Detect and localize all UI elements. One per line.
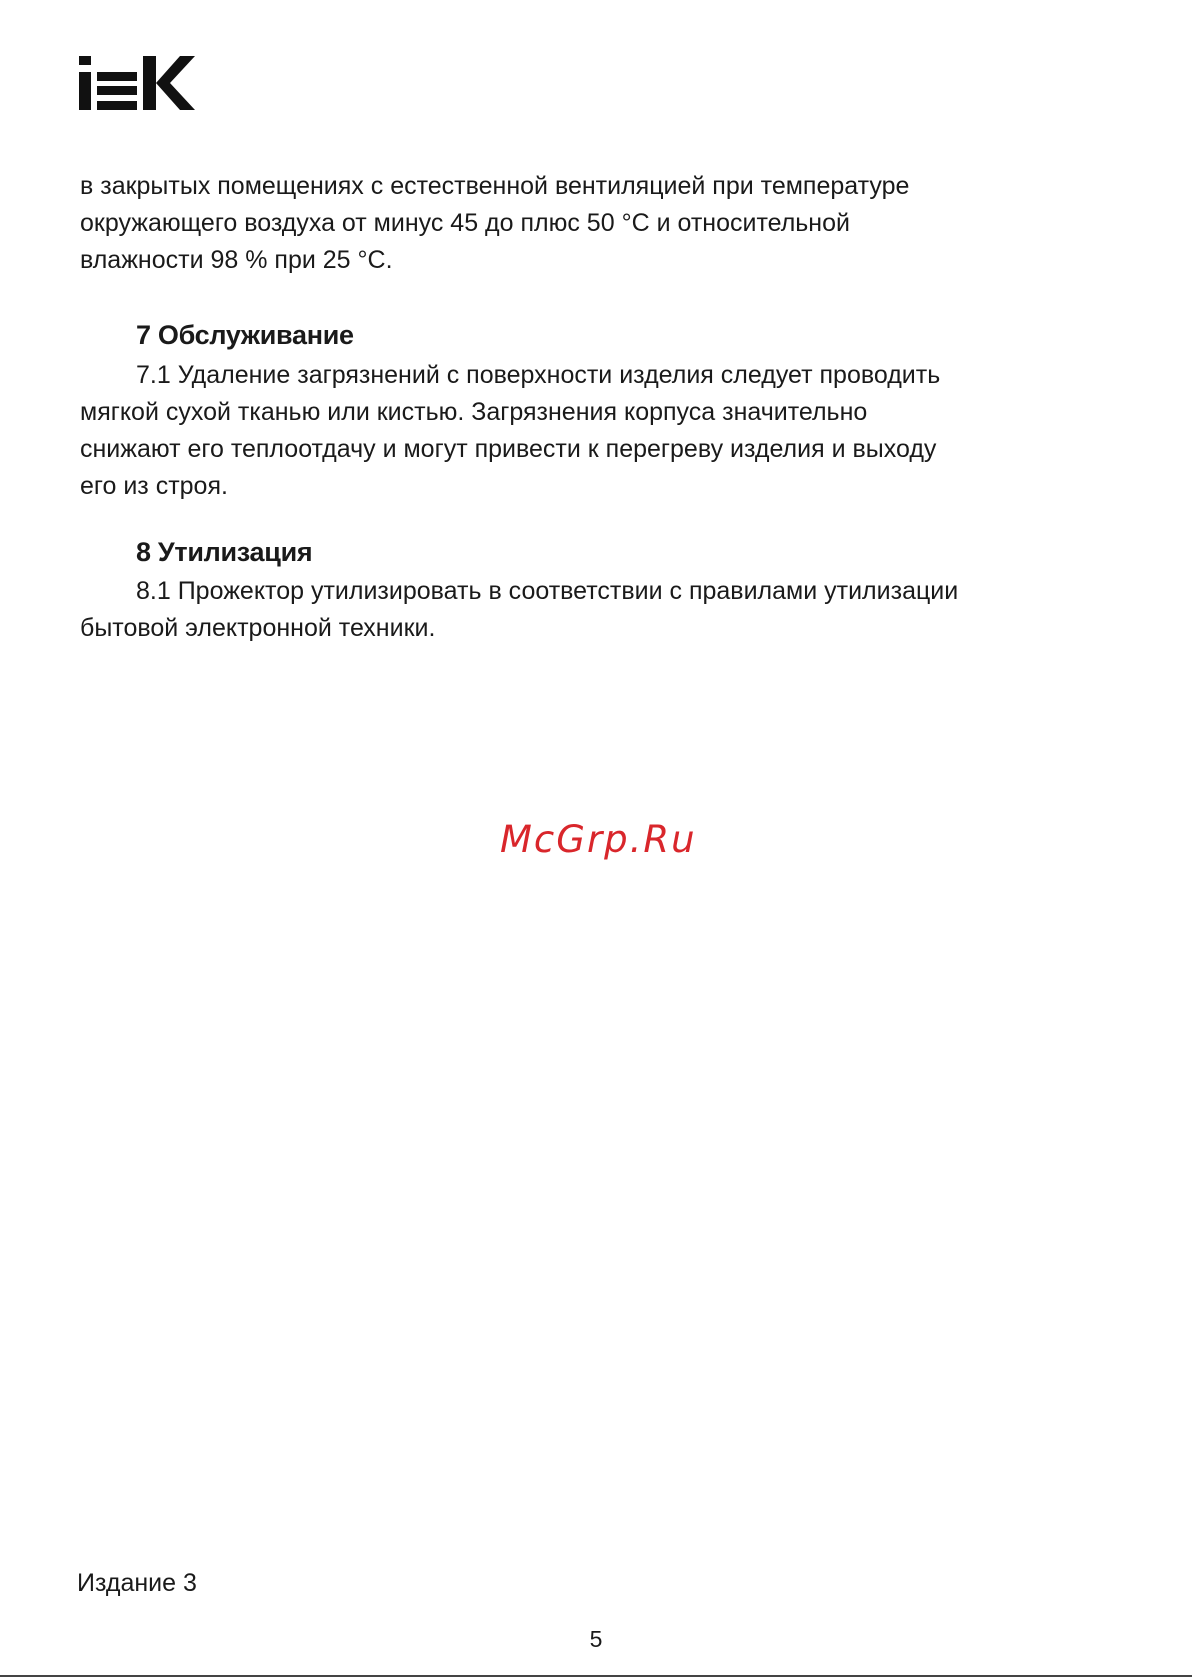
intro-line: влажности 98 % при 25 °С. bbox=[80, 246, 393, 274]
page-number: 5 bbox=[589, 1626, 603, 1652]
bottom-divider bbox=[0, 1675, 1192, 1677]
watermark: McGrp.Ru bbox=[500, 818, 697, 861]
section-7-line: 7.1 Удаление загрязнений с поверхности изделия следует проводить bbox=[136, 361, 941, 389]
iek-logo-icon bbox=[79, 56, 195, 110]
section-8-line: 8.1 Прожектор утилизировать в соответствии с правилами утилизации bbox=[136, 577, 959, 605]
section-7-line: его из строя. bbox=[80, 472, 228, 500]
section-8-heading: 8 Утилизация bbox=[136, 537, 313, 567]
section-8-paragraph bbox=[80, 573, 1120, 647]
section-8-line: бытовой электронной техники. bbox=[80, 614, 436, 642]
intro-line: в закрытых помещениях с естественной вентиляцией при температуре bbox=[80, 172, 910, 200]
edition-label: Издание 3 bbox=[77, 1569, 197, 1597]
section-7-heading: 7 Обслуживание bbox=[136, 320, 354, 350]
intro-paragraph bbox=[80, 168, 1120, 279]
section-7-paragraph bbox=[80, 357, 1120, 505]
intro-line: окружающего воздуха от минус 45 до плюс 50 °С и относительной bbox=[80, 209, 850, 237]
section-7-line: снижают его теплоотдачу и могут привести к перегреву изделия и выходу bbox=[80, 435, 937, 463]
brand-logo bbox=[79, 56, 195, 110]
section-7-line: мягкой сухой тканью или кистью. Загрязнения корпуса значительно bbox=[80, 398, 868, 426]
